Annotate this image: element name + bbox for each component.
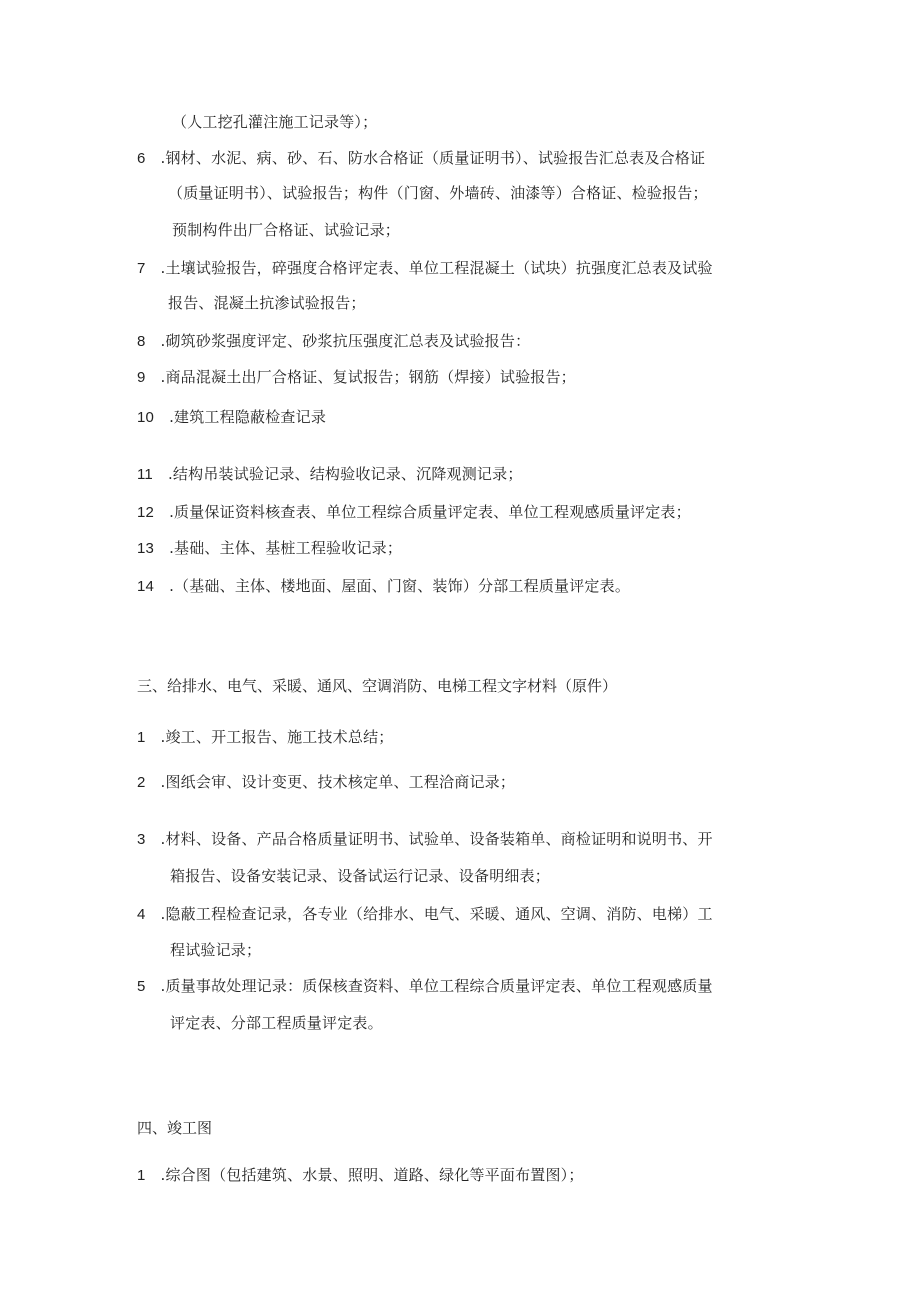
list-item-9 (137, 367, 576, 388)
s3-list-item-5 (137, 976, 713, 997)
item-text: .材料、设备、产品合格质量证明书、试验单、设备装箱单、商检证明和说明书、开 (160, 830, 713, 848)
section-4-heading: 四、竣工图 (137, 1119, 213, 1137)
item-text: .图纸会审、设计变更、技术核定单、工程洽商记录； (160, 773, 516, 791)
item-text: .竣工、开工报告、施工技术总结； (160, 728, 394, 746)
item-text: .结构吊装试验记录、结构验收记录、沉降观测记录； (167, 465, 523, 483)
item-number: 7 (137, 260, 146, 277)
list-item-11 (137, 464, 523, 485)
item-number: 11 (137, 466, 153, 483)
item-number: 5 (137, 978, 146, 995)
item-text: .建筑工程隐蔽检查记录 (169, 408, 327, 426)
item-number: 12 (137, 504, 155, 521)
item-number: 10 (137, 409, 155, 426)
item-number: 13 (137, 540, 155, 557)
item-text: .综合图（包括建筑、水景、照明、道路、绿化等平面布置图）； (160, 1166, 584, 1184)
item-text: .（基础、主体、楼地面、屋面、门窗、装饰）分部工程质量评定表。 (169, 577, 631, 595)
item-number: 6 (137, 150, 146, 167)
item-number: 9 (137, 369, 146, 386)
item-text: .土壤试验报告，碎强度合格评定表、单位工程混凝土（试块）抗强度汇总表及试验 (160, 259, 713, 277)
list-item-10 (137, 407, 326, 428)
s3-list-item-3 (137, 829, 713, 850)
item-number: 1 (137, 729, 146, 746)
item-text: .质量保证资料核查表、单位工程综合质量评定表、单位工程观感质量评定表； (169, 503, 691, 521)
list-item-12 (137, 502, 691, 523)
item-number: 14 (137, 578, 155, 595)
list-item-6-line-3: 预制构件出厂合格证、试验记录； (172, 221, 401, 239)
item-number: 3 (137, 831, 146, 848)
item-number: 1 (137, 1167, 146, 1184)
list-item-8 (137, 331, 530, 352)
s3-list-item-4 (137, 904, 713, 925)
item-text: .钢材、水泥、病、砂、石、防水合格证（质量证明书）、试验报告汇总表及合格证 (160, 149, 706, 167)
item-text: .砌筑砂浆强度评定、砂浆抗压强度汇总表及试验报告： (160, 332, 531, 350)
item-5-continuation: （人工挖孔灌注施工记录等）； (172, 113, 378, 131)
item-text: .质量事故处理记录：质保核查资料、单位工程综合质量评定表、单位工程观感质量 (160, 977, 713, 995)
list-item-6-line-2: （质量证明书）、试验报告；构件（门窗、外墙砖、油漆等）合格证、检验报告； (168, 184, 708, 202)
list-item-7-line-2: 报告、混凝土抗渗试验报告； (168, 294, 366, 312)
item-text: .隐蔽工程检查记录，各专业（给排水、电气、采暖、通风、空调、消防、电梯）工 (160, 905, 713, 923)
s3-list-item-2 (137, 772, 515, 793)
item-number: 2 (137, 774, 146, 791)
list-item-6 (137, 148, 705, 169)
list-item-7 (137, 258, 713, 279)
item-number: 8 (137, 333, 146, 350)
s3-list-item-5-line-2: 评定表、分部工程质量评定表。 (170, 1014, 383, 1032)
item-text: .基础、主体、基桩工程验收记录； (169, 539, 403, 557)
list-item-14 (137, 576, 630, 597)
list-item-13 (137, 538, 402, 559)
s3-list-item-3-line-2: 箱报告、设备安装记录、设备试运行记录、设备明细表； (170, 867, 551, 885)
s4-list-item-1 (137, 1165, 584, 1186)
s3-list-item-1 (137, 727, 394, 748)
section-3-heading: 三、给排水、电气、采暖、通风、空调消防、电梯工程文字材料（原件） (137, 677, 618, 695)
item-text: .商品混凝土出厂合格证、复试报告；钢筋（焊接）试验报告； (160, 368, 576, 386)
s3-list-item-4-line-2: 程试验记录； (170, 941, 262, 959)
item-number: 4 (137, 906, 146, 923)
